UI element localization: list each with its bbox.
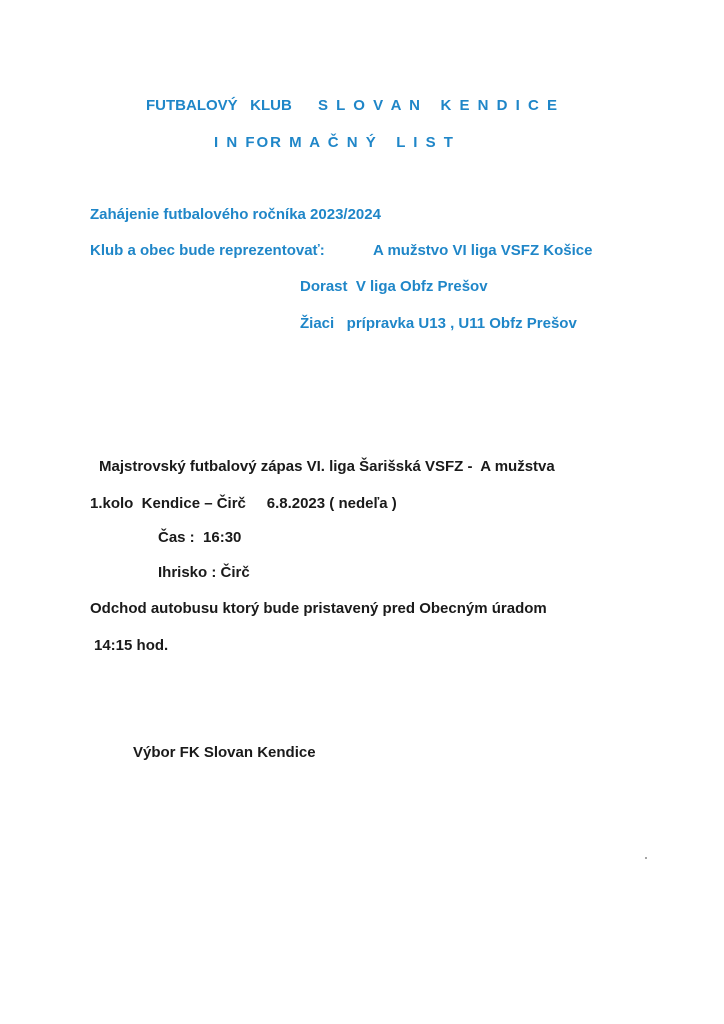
season-opening: Zahájenie futbalového ročníka 2023/2024 (90, 206, 381, 223)
signature: Výbor FK Slovan Kendice (133, 744, 316, 761)
bus-time: 14:15 hod. (94, 637, 169, 654)
scan-speck (645, 857, 647, 859)
match-venue: Ihrisko : Čirč (158, 564, 250, 581)
document-subtitle: I N FOR M A Č N Ý L I S T (214, 134, 455, 151)
club-prefix: FUTBALOVÝ KLUB (146, 97, 292, 114)
club-name: S L O V A N K E N D I C E (318, 97, 559, 114)
match-round: 1.kolo Kendice – Čirč 6.8.2023 ( nedeľa ) (90, 495, 397, 512)
represent-label: Klub a obec bude reprezentovať: (90, 242, 325, 259)
team-dorast: Dorast V liga Obfz Prešov (300, 278, 488, 295)
match-title: Majstrovský futbalový zápas VI. liga Šarišská VSFZ - A mužstva (99, 458, 555, 475)
bus-departure: Odchod autobusu ktorý bude pristavený pred Obecným úradom (90, 600, 547, 617)
match-time: Čas : 16:30 (158, 529, 242, 546)
team-ziaci: Žiaci prípravka U13 , U11 Obfz Prešov (300, 315, 577, 332)
team-a: A mužstvo VI liga VSFZ Košice (373, 242, 593, 259)
